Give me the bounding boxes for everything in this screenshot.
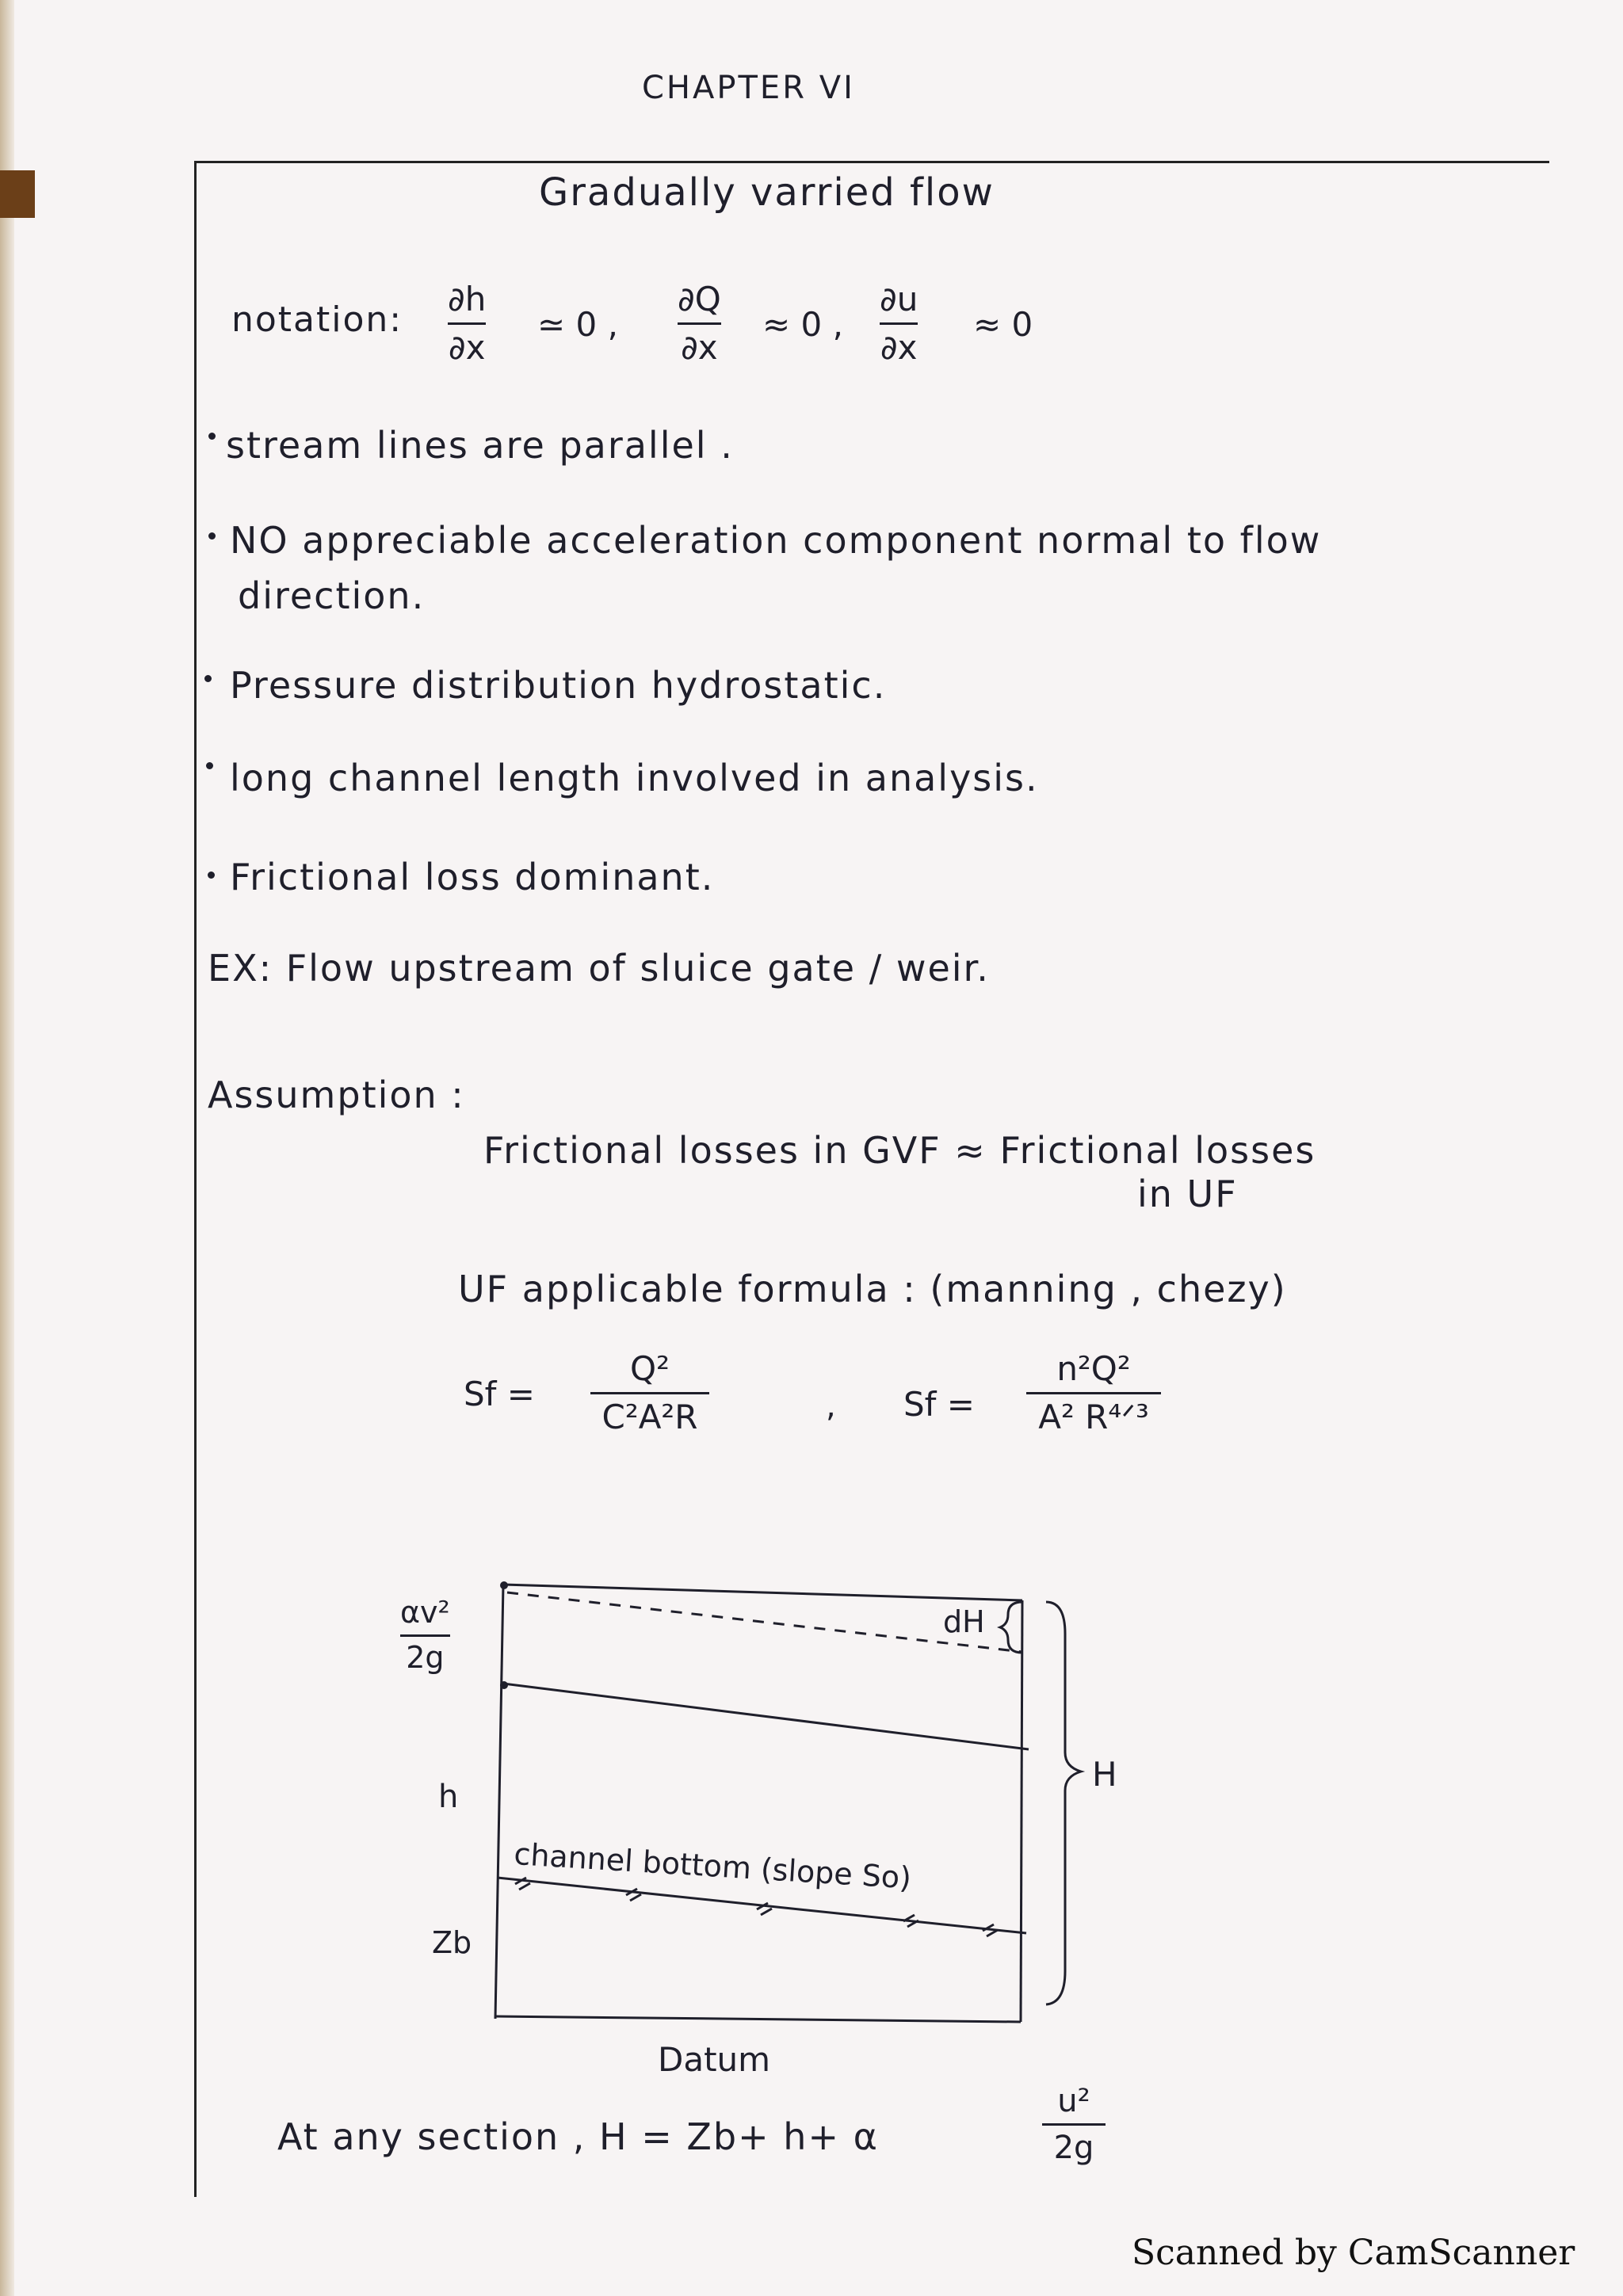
fraction-denominator: 2g [406, 1639, 445, 1675]
fraction-numerator: ∂Q [678, 280, 721, 318]
bullet-acceleration-continued: direction. [238, 574, 426, 617]
energy-grade-reference-line [503, 1585, 1022, 1600]
bullet-frictional-loss: Frictional loss dominant. [230, 856, 715, 898]
chapter-heading: CHAPTER VI [642, 70, 855, 106]
bullet-acceleration: NO appreciable acceleration component normal to flow [230, 519, 1322, 562]
assumption-label: Assumption : [208, 1074, 465, 1116]
head-loss-label: dH [943, 1604, 985, 1639]
fraction-numerator: ∂u [880, 280, 918, 318]
fraction-denominator: C²A²R [601, 1398, 698, 1437]
velocity-head-label [400, 1596, 450, 1675]
total-head-brace [1046, 1602, 1081, 2004]
fraction-numerator: n²Q² [1056, 1349, 1131, 1388]
final-equation-velocity-head [1042, 2084, 1106, 2165]
bullet-streamlines: stream lines are parallel . [226, 424, 734, 467]
datum-line [495, 2016, 1021, 2022]
channel-bottom-label: channel bottom (slope So) [513, 1836, 913, 1896]
notation-approx-1: ≃ 0 , [537, 305, 618, 344]
assumption-line-1: Frictional losses in GVF ≈ Frictional losses [483, 1129, 1316, 1172]
scanner-watermark: Scanned by CamScanner [1132, 2233, 1575, 2273]
bullet-pressure: Pressure distribution hydrostatic. [230, 664, 887, 707]
fraction-bar [1042, 2123, 1106, 2126]
final-equation: At any section , H = Zb+ h+ α [277, 2115, 879, 2158]
notation-approx-3: ≈ 0 [973, 305, 1033, 344]
water-surface-line [503, 1684, 1029, 1749]
water-surface-dot [500, 1681, 508, 1689]
datum-label: Datum [658, 2040, 771, 2079]
example-line: EX: Flow upstream of sluice gate / weir. [208, 947, 990, 990]
notation-approx-2: ≈ 0 , [762, 305, 843, 344]
fraction-denominator: ∂x [448, 328, 486, 368]
diagram-left-wall [495, 1585, 503, 2019]
total-head-label: H [1092, 1755, 1117, 1794]
assumption-line-2: in UF [1137, 1173, 1238, 1215]
diagram-corner-dot [500, 1581, 508, 1589]
fraction-denominator: ∂x [880, 328, 918, 368]
depth-label: h [438, 1779, 459, 1815]
dh-brace [1000, 1602, 1022, 1653]
manning-lhs: Sf = [903, 1385, 975, 1424]
diagram-right-wall [1021, 1600, 1022, 2022]
fraction-numerator: αv² [400, 1595, 450, 1630]
formula-separator: , [826, 1388, 836, 1425]
fraction-denominator: ∂x [681, 328, 718, 368]
bed-elevation-label: Zb [432, 1925, 472, 1960]
fraction-bar [400, 1634, 450, 1637]
bullet-channel-length: long channel length involved in analysis. [230, 757, 1039, 799]
fraction-numerator: Q² [630, 1349, 670, 1388]
chezy-lhs: Sf = [464, 1375, 535, 1413]
notation-label: notation: [231, 299, 403, 340]
fraction-numerator: u² [1057, 2083, 1090, 2119]
fraction-denominator: A² R⁴ᐟ³ [1038, 1398, 1149, 1437]
page-title: Gradually varried flow [539, 170, 995, 215]
fraction-numerator: ∂h [448, 280, 487, 318]
uf-formula-line: UF applicable formula : (manning , chezy) [458, 1268, 1287, 1310]
fraction-denominator: 2g [1053, 2130, 1094, 2166]
